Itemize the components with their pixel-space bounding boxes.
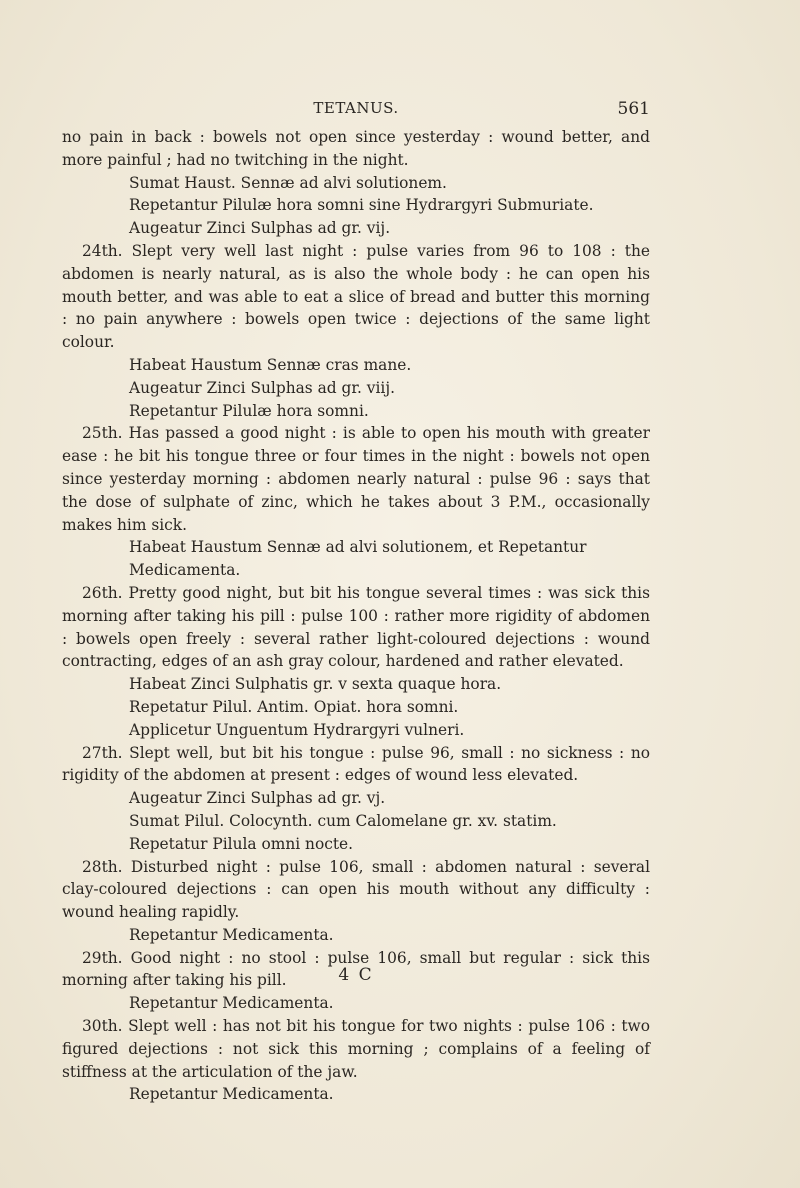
prescription-line: Augeatur Zinci Sulphas ad gr. vj. [129, 789, 386, 808]
prescription-line: Habeat Haustum Sennæ cras mane. [129, 355, 412, 374]
prescription-line: Augeatur Zinci Sulphas ad gr. viij. [129, 378, 396, 397]
running-title: TETANUS. [313, 99, 399, 117]
prescription-line: Repetatur Pilula omni nocte. [129, 834, 354, 853]
prescription-line: Repetantur Medicamenta. [129, 925, 334, 944]
prescription-line: Repetantur Medicamenta. [129, 1085, 334, 1104]
body-paragraph: 27th. Slept well, but bit his tongue : pulse 96, small : no sickness : no rigidity of the abdomen at present : edges of wound less elevated. [62, 743, 650, 785]
body-paragraph: 29th. Good night : no stool : pulse 106, small but regular : sick this morning after taking his pill. [62, 948, 650, 990]
body-paragraph: 25th. Has passed a good night : is able to open his mouth with greater ease : he bit his tongue three or four times in the night : bowels not open since yesterday morning : abdomen nearly natural : pulse 96 : says that the dose of sulphate of zinc, which he takes about 3 P.M., occasionally makes him sick. [62, 424, 650, 534]
prescription-line: Habeat Zinci Sulphatis gr. v sexta quaque hora. [129, 675, 502, 694]
body-paragraph: 28th. Disturbed night : pulse 106, small : abdomen natural : several clay-coloured dejections : can open his mouth without any difficulty : wound healing rapidly. [62, 857, 650, 922]
body-paragraph: 30th. Slept well : has not bit his tongue for two nights : pulse 106 : two figured dejections : not sick this morning ; complains of a feeling of stiffness at the articulation of the jaw. [62, 1017, 650, 1081]
page-body [62, 126, 650, 1106]
body-paragraph: no pain in back : bowels not open since yesterday : wound better, and more painful ; had no twitching in the night. [62, 128, 650, 169]
prescription-line: Applicetur Unguentum Hydrargyri vulneri. [129, 720, 465, 739]
body-paragraph: 26th. Pretty good night, but bit his tongue several times : was sick this morning after taking his pill : pulse 100 : rather more rigidity of abdomen : bowels open freely : several rather light-coloured dejections : wound contracting, edges of an ash gray colour, hardened and rather elevated. [62, 583, 650, 671]
page-number: 561 [617, 99, 650, 119]
body-paragraph: 24th. Slept very well last night : pulse varies from 96 to 108 : the abdomen is nearly natural, as is also the whole body : he can open his mouth better, and was able to eat a slice of bread and butter this morning : no pain anywhere : bowels open twice : dejections of the same light colour. [62, 241, 650, 352]
page-header [62, 99, 650, 123]
prescription-line: Repetantur Medicamenta. [129, 994, 334, 1013]
prescription-line: Repetatur Pilul. Antim. Opiat. hora somni. [129, 697, 459, 716]
prescription-line: Sumat Pilul. Colocynth. cum Calomelane gr. xv. statim. [129, 811, 557, 830]
prescription-line: Sumat Haust. Sennæ ad alvi solutionem. [129, 173, 447, 192]
prescription-line: Repetantur Pilulæ hora somni sine Hydrargyri Submuriate. [129, 196, 594, 215]
signature-mark: 4 C [338, 965, 374, 985]
prescription-line: Augeatur Zinci Sulphas ad gr. vij. [129, 219, 391, 238]
prescription-line: Habeat Haustum Sennæ ad alvi solutionem, et Repetantur Medicamenta. [129, 538, 587, 580]
prescription-line: Repetantur Pilulæ hora somni. [129, 401, 369, 420]
